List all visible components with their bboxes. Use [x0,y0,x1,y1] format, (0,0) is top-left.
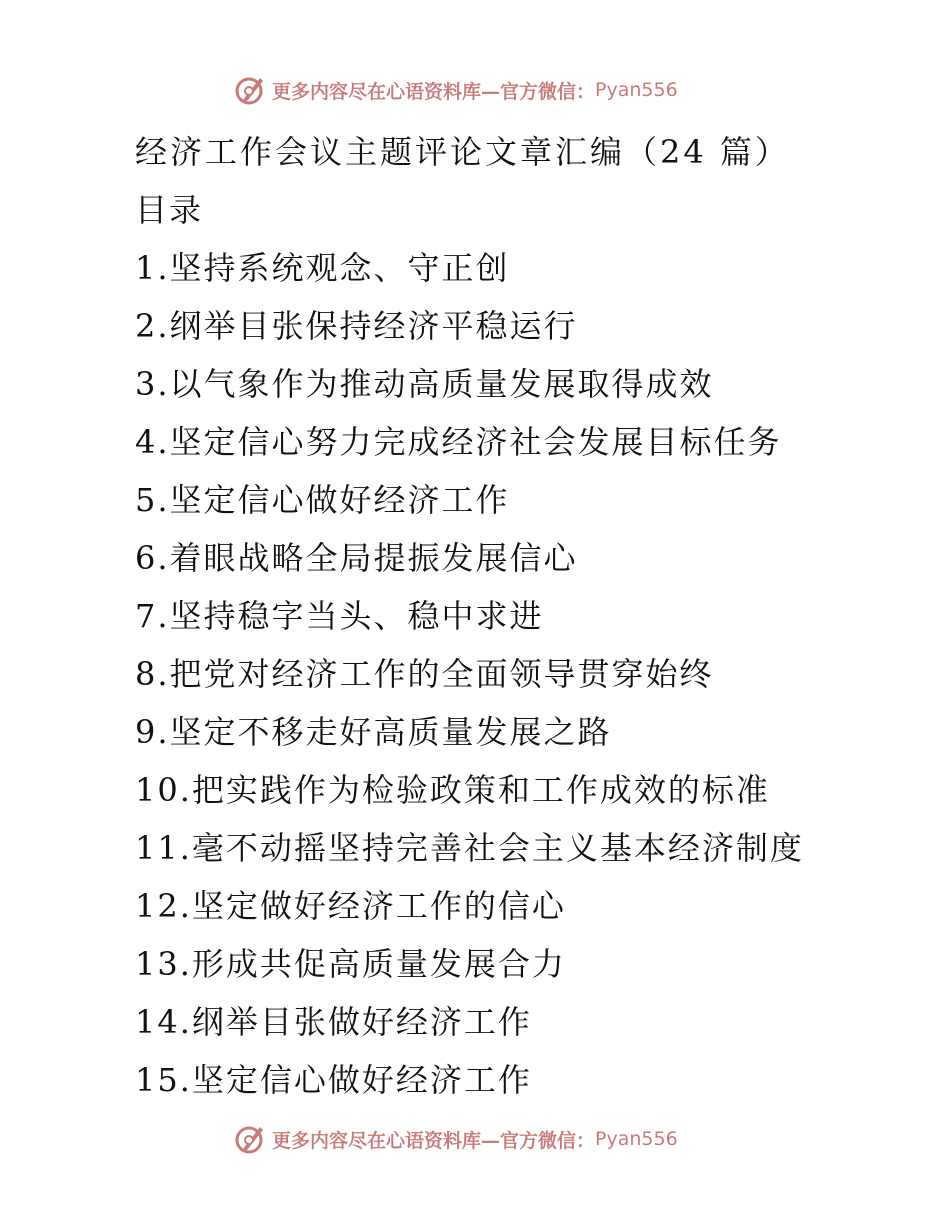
toc-item: 14.纲举目张做好经济工作 [135,1003,532,1041]
banner-site-text: 更多内容尽在心语资料库—官方微信： [272,80,596,103]
toc-item: 10.把实践作为检验政策和工作成效的标准 [135,771,770,809]
toc-item: 13.形成共促高质量发展合力 [135,945,566,983]
toc-item: 2.纲举目张保持经济平稳运行 [135,307,578,345]
footer-banner [234,1121,678,1157]
toc-item: 8.把党对经济工作的全面领导贯穿始终 [135,655,714,693]
banner-account: Pyan556 [595,1128,678,1150]
toc-item: 3.以气象作为推动高质量发展取得成效 [135,365,714,403]
toc-item: 15.坚定信心做好经济工作 [135,1061,532,1099]
banner-account: Pyan556 [595,79,678,101]
toc-item: 12.坚定做好经济工作的信心 [135,887,566,925]
toc-item: 11.毫不动摇坚持完善社会主义基本经济制度 [135,829,804,867]
document-title: 经济工作会议主题评论文章汇编（24 篇） [135,133,790,171]
quill-circle-icon [234,73,268,107]
quill-circle-icon [234,1122,268,1156]
document-body [135,123,925,1109]
toc-item: 6.着眼战略全局提振发展信心 [135,539,578,577]
toc-item: 5.坚定信心做好经济工作 [135,481,510,519]
toc-item: 4.坚定信心努力完成经济社会发展目标任务 [135,423,782,461]
header-banner [234,72,678,108]
toc-item: 9.坚定不移走好高质量发展之路 [135,713,612,751]
toc-item: 1.坚持系统观念、守正创 [135,249,510,287]
banner-site-text: 更多内容尽在心语资料库—官方微信： [272,1129,596,1152]
toc-item: 7.坚持稳字当头、稳中求进 [135,597,544,635]
toc-heading: 目录 [135,191,204,229]
